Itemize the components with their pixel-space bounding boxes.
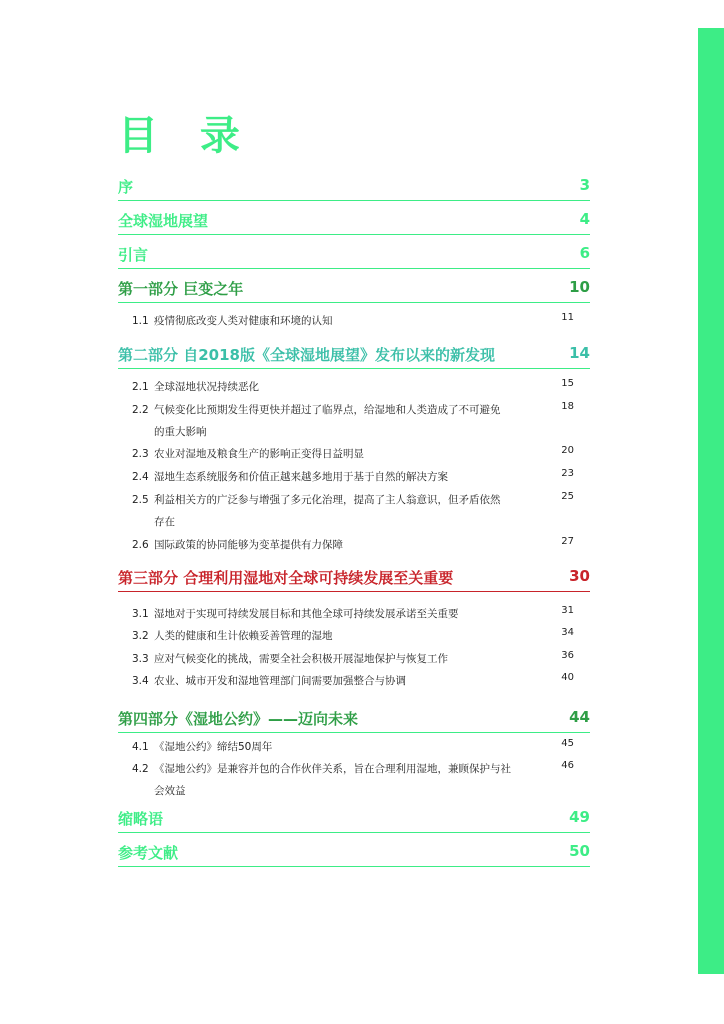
toc-entry-label: 缩略语 bbox=[118, 810, 164, 828]
side-color-bar bbox=[698, 28, 724, 974]
subitem-text: 疫情彻底改变人类对健康和环境的认知 bbox=[154, 315, 333, 327]
toc-entry-label: 参考文献 bbox=[118, 844, 179, 862]
subitem-number: 4.1 bbox=[132, 741, 149, 753]
subitem-page: 40 bbox=[561, 672, 574, 683]
subitem-text: 利益相关方的广泛参与增强了多元化治理，提高了主人翁意识，但矛盾依然 bbox=[154, 494, 501, 506]
subitem-number: 2.1 bbox=[132, 381, 149, 393]
subitem-page: 11 bbox=[561, 312, 574, 323]
toc-entry-page: 4 bbox=[579, 210, 590, 228]
subitem-page: 20 bbox=[561, 445, 574, 456]
toc-entry-label: 序 bbox=[118, 178, 134, 196]
toc-entry-label: 第三部分 合理利用湿地对全球可持续发展至关重要 bbox=[118, 569, 454, 587]
subitem-number: 2.3 bbox=[132, 448, 149, 460]
toc-entry-part4[interactable] bbox=[118, 706, 590, 733]
subitem-number: 4.2 bbox=[132, 763, 149, 775]
subitem-text: 《湿地公约》是兼容并包的合作伙伴关系，旨在合理利用湿地，兼顾保护与社 bbox=[154, 763, 511, 775]
subitem-text: 人类的健康和生计依赖妥善管理的湿地 bbox=[154, 630, 333, 642]
toc-entry-label: 第四部分《湿地公约》——迈向未来 bbox=[118, 710, 359, 728]
toc-entry-page: 49 bbox=[569, 808, 590, 826]
toc-entry-label: 第一部分 巨变之年 bbox=[118, 280, 244, 298]
subitem-page: 18 bbox=[561, 401, 574, 412]
toc-entry-part1[interactable] bbox=[118, 276, 590, 303]
subitem-page: 23 bbox=[561, 468, 574, 479]
toc-entry-label: 全球湿地展望 bbox=[118, 212, 209, 230]
subitem-text: 国际政策的协同能够为变革提供有力保障 bbox=[154, 539, 343, 551]
toc-entry-page: 50 bbox=[569, 842, 590, 860]
toc-entry-label: 引言 bbox=[118, 246, 149, 264]
subitem-number: 2.5 bbox=[132, 494, 149, 506]
subitem-page: 36 bbox=[561, 650, 574, 661]
subitem-number: 3.3 bbox=[132, 653, 149, 665]
subitem-text: 全球湿地状况持续恶化 bbox=[154, 381, 259, 393]
subitem-number: 3.4 bbox=[132, 675, 149, 687]
subitem-number: 2.6 bbox=[132, 539, 149, 551]
toc-entry-page: 30 bbox=[569, 567, 590, 585]
subitem-text: 应对气候变化的挑战，需要全社会积极开展湿地保护与恢复工作 bbox=[154, 653, 448, 665]
page-title: 目 录 bbox=[118, 113, 254, 159]
subitem-text: 农业对湿地及粮食生产的影响正变得日益明显 bbox=[154, 448, 364, 460]
subitem-text: 《湿地公约》缔结50周年 bbox=[154, 741, 273, 753]
subitem-number: 3.1 bbox=[132, 608, 149, 620]
toc-entry-outlook[interactable] bbox=[118, 208, 590, 235]
subitem-page: 34 bbox=[561, 627, 574, 638]
toc-entry-page: 44 bbox=[569, 708, 590, 726]
subitem-page: 15 bbox=[561, 378, 574, 389]
subitem-number: 2.4 bbox=[132, 471, 149, 483]
subitem-text: 湿地对于实现可持续发展目标和其他全球可持续发展承诺至关重要 bbox=[154, 608, 459, 620]
toc-entry-introduction[interactable] bbox=[118, 242, 590, 269]
toc-entry-page: 3 bbox=[579, 176, 590, 194]
subitem-text: 湿地生态系统服务和价值正越来越多地用于基于自然的解决方案 bbox=[154, 471, 448, 483]
subitem-text: 气候变化比预期发生得更快并超过了临界点，给湿地和人类造成了不可避免 bbox=[154, 404, 501, 416]
subitem-text-continued: 的重大影响 bbox=[154, 426, 207, 438]
toc-entry-page: 14 bbox=[569, 344, 590, 362]
subitem-page: 27 bbox=[561, 536, 574, 547]
toc-entry-part2[interactable] bbox=[118, 342, 590, 369]
toc-entry-preface[interactable] bbox=[118, 174, 590, 201]
subitem-text-continued: 存在 bbox=[154, 516, 175, 528]
toc-entry-page: 6 bbox=[579, 244, 590, 262]
toc-entry-page: 10 bbox=[569, 278, 590, 296]
toc-entry-references[interactable] bbox=[118, 840, 590, 867]
subitem-number: 2.2 bbox=[132, 404, 149, 416]
subitem-text-continued: 会效益 bbox=[154, 785, 186, 797]
subitem-page: 45 bbox=[561, 738, 574, 749]
subitem-page: 46 bbox=[561, 760, 574, 771]
subitem-number: 1.1 bbox=[132, 315, 149, 327]
toc-entry-label: 第二部分 自2018版《全球湿地展望》发布以来的新发现 bbox=[118, 346, 495, 364]
toc-entry-abbreviations[interactable] bbox=[118, 806, 590, 833]
toc-entry-part3[interactable] bbox=[118, 565, 590, 592]
subitem-page: 31 bbox=[561, 605, 574, 616]
subitem-number: 3.2 bbox=[132, 630, 149, 642]
subitem-text: 农业、城市开发和湿地管理部门间需要加强整合与协调 bbox=[154, 675, 406, 687]
subitem-page: 25 bbox=[561, 491, 574, 502]
